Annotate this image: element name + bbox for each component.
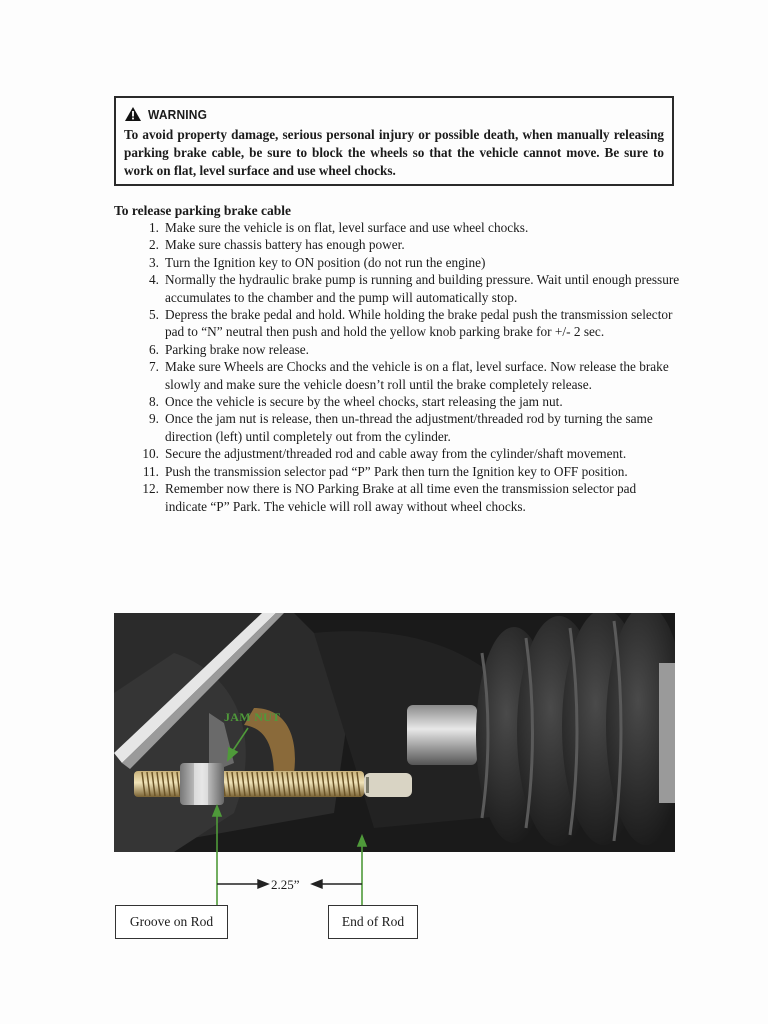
step-number: 5. (149, 307, 159, 323)
step-number: 6. (149, 341, 159, 357)
step-text: Normally the hydraulic brake pump is running and building pressure. Wait until enough pressure accumulates to the chamber and the pump will automatically stop. (165, 272, 680, 305)
dimension-label: 2.25” (271, 877, 300, 892)
jam-nut-arrowhead (228, 748, 237, 760)
groove-on-rod-label (115, 905, 228, 939)
warning-text: To avoid property damage, serious personal injury or possible death, when manually releasing parking brake cable, be sure to block the wheels so that the vehicle cannot move. Be sure to work on flat, level surface and use wheel chocks. (124, 127, 664, 178)
end-arrowhead (358, 836, 366, 846)
jam-nut-arrow (232, 728, 248, 752)
step-text: Depress the brake pedal and hold. While holding the brake pedal push the transmission selector pad to “N” neutral then push and hold the yellow knob parking brake for +/- 2 sec. (165, 307, 673, 340)
end-of-rod-text: End of Rod (341, 914, 405, 929)
step-text: Push the transmission selector pad “P” Park then turn the Ignition key to OFF position. (165, 463, 628, 479)
step-number: 10. (142, 446, 159, 462)
step-text: Secure the adjustment/threaded rod and cable away from the cylinder/shaft movement. (165, 446, 627, 462)
procedure-title: To release parking brake cable (114, 203, 292, 218)
step-number: 2. (149, 237, 159, 253)
step-number: 12. (142, 481, 159, 497)
step-number: 1. (149, 220, 159, 235)
step-number: 3. (149, 254, 159, 270)
step-text: Make sure chassis battery has enough power. (165, 237, 405, 253)
step-number: 9. (149, 411, 159, 427)
warning-title: WARNING (148, 106, 208, 122)
step-text: Make sure the vehicle is on flat, level surface and use wheel chocks. (165, 220, 529, 235)
groove-arrowhead (213, 806, 221, 816)
step-text: Parking brake now release. (165, 341, 309, 357)
step-text: Once the jam nut is release, then un-thread the adjustment/threaded rod by turning the same direction (left) until completely out from the cylinder. (165, 411, 653, 444)
step-text: Remember now there is NO Parking Brake at all time even the transmission selector pad indicate “P” Park. The vehicle will roll away without wheel chocks. (165, 481, 637, 514)
step-text: Once the vehicle is secure by the wheel chocks, start releasing the jam nut. (165, 394, 563, 410)
step-text: Make sure Wheels are Chocks and the vehicle is on a flat, level surface. Now release the brake slowly and make sure the vehicle doesn’t roll until the brake completely release. (165, 359, 669, 392)
end-of-rod-label (328, 905, 418, 939)
step-text: Turn the Ignition key to ON position (do not run the engine) (165, 254, 486, 270)
step-number: 11. (142, 463, 159, 479)
groove-on-rod-text: Groove on Rod (129, 914, 214, 929)
step-number: 7. (149, 359, 159, 375)
step-number: 8. (149, 394, 159, 410)
step-number: 4. (149, 272, 159, 288)
jam-nut-label: JAM NUT (224, 710, 281, 724)
